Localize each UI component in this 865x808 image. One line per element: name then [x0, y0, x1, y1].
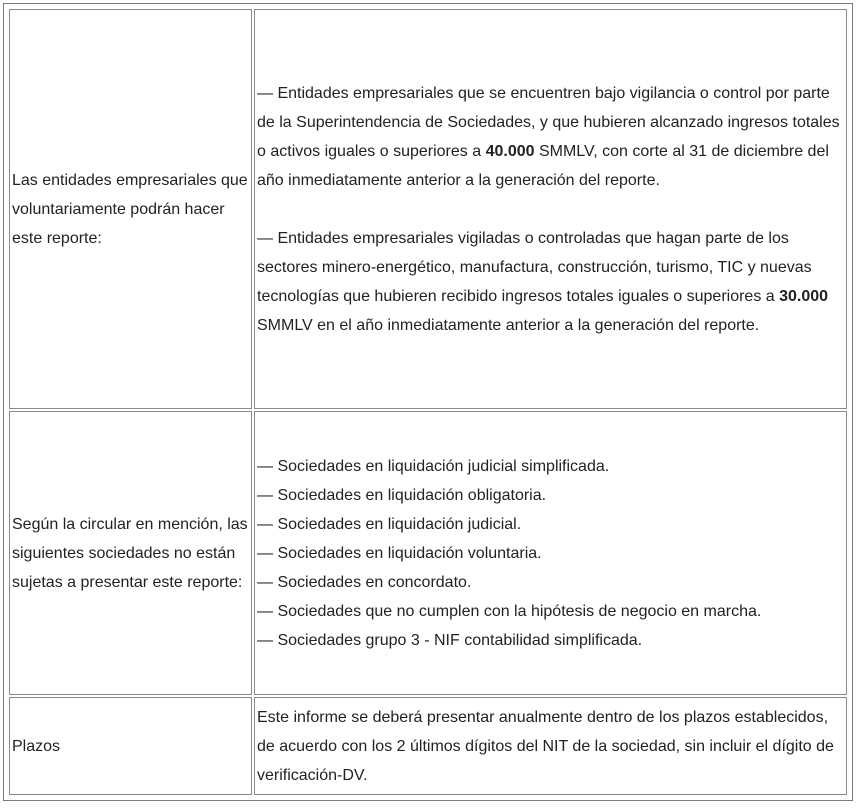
criteria-paragraph-2: — Entidades empresariales vigiladas o controladas que hagan parte de los sectores minero-energético, manufactura, construcción, turismo, TIC y nuevas tecnologías que hubieren recibido ingresos totales iguales o superiores a 30.000 SMMLV en el año inmediatamente anterior a la generación del reporte.: [257, 229, 829, 334]
list-item: — Sociedades que no cumplen con la hipótesis de negocio en marcha.: [257, 602, 762, 620]
threshold-value-2: 30.000: [779, 287, 829, 305]
table-row-deadlines: [9, 697, 847, 795]
row-label-deadlines: [9, 697, 252, 795]
row-content-voluntary-entities: [254, 9, 847, 409]
paragraph-spacer: [257, 195, 844, 224]
list-item: — Sociedades en concordato.: [257, 573, 472, 591]
row-label-text: Plazos: [12, 737, 61, 755]
info-table: [7, 7, 849, 797]
deadlines-text: Este informe se deberá presentar anualmente dentro de los plazos establecidos, de acuerdo con los 2 últimos dígitos del NIT de la sociedad, sin incluir el dígito de verificación-DV.: [257, 708, 834, 784]
list-item: — Sociedades en liquidación voluntaria.: [257, 544, 542, 562]
row-label-excluded-companies: [9, 411, 252, 695]
row-label-voluntary-entities: [9, 9, 252, 409]
table-row-voluntary-entities: [9, 9, 847, 409]
table-row-excluded-companies: [9, 411, 847, 695]
info-table-frame: [3, 3, 853, 801]
criteria-paragraph-1: — Entidades empresariales que se encuentren bajo vigilancia o control por parte de la Superintendencia de Sociedades, y que hubieren alcanzado ingresos totales o activos iguales o superiores a 40.000 SMMLV, con corte al 31 de diciembre del año inmediatamente anterior a la generación del reporte.: [257, 84, 840, 189]
list-item: — Sociedades en liquidación judicial.: [257, 515, 522, 533]
row-content-excluded-companies: [254, 411, 847, 695]
list-item: — Sociedades en liquidación obligatoria.: [257, 486, 547, 504]
row-label-text: Según la circular en mención, las siguientes sociedades no están sujetas a presentar este reporte:: [12, 515, 248, 591]
list-item: — Sociedades en liquidación judicial simplificada.: [257, 457, 610, 475]
threshold-value-1: 40.000: [485, 142, 535, 160]
row-content-deadlines: [254, 697, 847, 795]
list-item: — Sociedades grupo 3 - NIF contabilidad simplificada.: [257, 631, 643, 649]
row-label-text: Las entidades empresariales que voluntariamente podrán hacer este reporte:: [12, 171, 248, 247]
